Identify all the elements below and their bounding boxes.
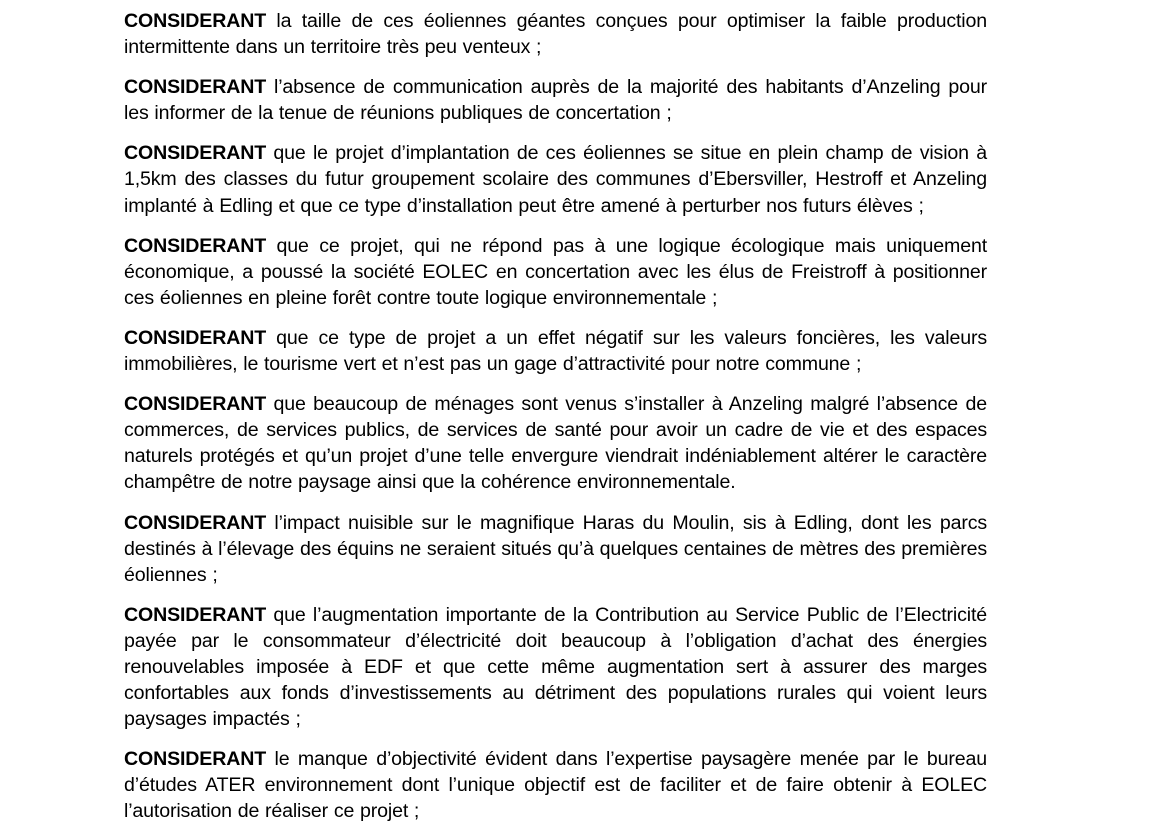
paragraph-text: l’absence de communication auprès de la majorité des habitants d’Anzeling pour les informer de la tenue de réunions publiques de concertation ; [124, 76, 987, 125]
considerant-keyword: CONSIDERANT [124, 748, 267, 771]
considerant-paragraph-7 [124, 510, 987, 588]
considerant-keyword: CONSIDERANT [124, 234, 267, 257]
considerant-keyword: CONSIDERANT [124, 326, 267, 349]
paragraph-text: l’impact nuisible sur le magnifique Haras du Moulin, sis à Edling, dont les parcs destinés à l’élevage des équins ne seraient situés qu’à quelques centaines de mètres des premières éoliennes ; [124, 511, 987, 586]
considerant-paragraph-1 [124, 8, 987, 60]
considerant-paragraph-8 [124, 602, 987, 732]
paragraph-text: que l’augmentation importante de la Contribution au Service Public de l’Electricité payée par le consommateur d’électricité doit beaucoup à l’obligation d’achat des énergies renouvelables imposée à EDF et que cette même augmentation sert à assurer des marges confortables aux fonds d’investissements au détriment des populations rurales qui voient leurs paysages impactés ; [124, 603, 987, 731]
paragraph-text: que beaucoup de ménages sont venus s’installer à Anzeling malgré l’absence de commerces, de services publics, de services de santé pour avoir un cadre de vie et des espaces naturels protégés et qu’un projet d’une telle envergure viendrait indéniablement altérer le caractère champêtre de notre paysage ainsi que la cohérence environnementale. [124, 393, 987, 494]
considerant-keyword: CONSIDERANT [124, 603, 267, 626]
document-body [124, 8, 987, 839]
paragraph-text: que ce type de projet a un effet négatif sur les valeurs foncières, les valeurs immobilières, le tourisme vert et n’est pas un gage d’attractivité pour notre commune ; [124, 326, 987, 376]
considerant-paragraph-9 [124, 746, 987, 824]
paragraph-text: le manque d’objectivité évident dans l’expertise paysagère menée par le bureau d’études ATER environnement dont l’unique objectif est de faciliter et de faire obtenir à EOLEC l’autorisation de réaliser ce projet ; [124, 748, 987, 823]
considerant-paragraph-6 [124, 391, 987, 495]
paragraph-text: que ce projet, qui ne répond pas à une logique écologique mais uniquement économique, a poussé la société EOLEC en concertation avec les élus de Freistroff à positionner ces éoliennes en pleine forêt contre toute logique environnementale ; [124, 234, 987, 309]
considerant-keyword: CONSIDERANT [124, 511, 267, 534]
considerant-keyword: CONSIDERANT [124, 393, 267, 416]
considerant-keyword: CONSIDERANT [124, 10, 267, 32]
considerant-paragraph-5 [124, 325, 987, 377]
considerant-paragraph-2 [124, 74, 987, 126]
considerant-paragraph-4 [124, 233, 987, 311]
considerant-paragraph-3 [124, 140, 987, 218]
paragraph-text: que le projet d’implantation de ces éoliennes se situe en plein champ de vision à 1,5km des classes du futur groupement scolaire des communes d’Ebersviller, Hestroff et Anzeling implanté à Edling et que ce type d’installation peut être amené à perturber nos futurs élèves ; [124, 142, 987, 217]
paragraph-text: la taille de ces éoliennes géantes conçues pour optimiser la faible production intermittente dans un territoire très peu venteux ; [124, 10, 987, 59]
considerant-keyword: CONSIDERANT [124, 76, 267, 99]
considerant-keyword: CONSIDERANT [124, 142, 267, 165]
